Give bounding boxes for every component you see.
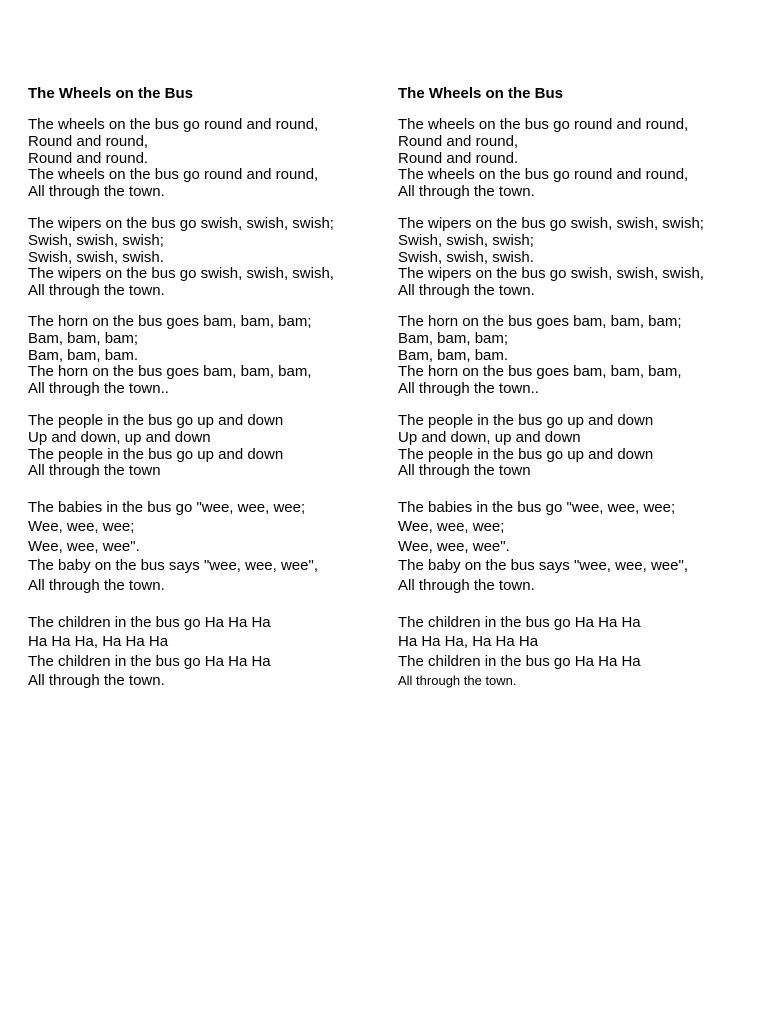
verse-line: Wee, wee, wee". xyxy=(398,537,510,555)
song-title: The Wheels on the Bus xyxy=(28,85,194,102)
verse-line: Round and round. xyxy=(398,149,519,167)
verse-line: All through the town. xyxy=(28,183,165,201)
verse-line: Swish, swish, swish. xyxy=(398,248,534,266)
verse-people xyxy=(398,413,653,480)
verse-wheels xyxy=(398,117,688,201)
verse-line: The wipers on the bus go swish, swish, swish; xyxy=(398,215,704,232)
verse-children xyxy=(398,613,641,691)
verse-babies xyxy=(398,498,688,595)
verse-line: All through the town. xyxy=(28,576,165,594)
verse-line: The people in the bus go up and down xyxy=(28,412,284,429)
verse-line: The horn on the bus goes bam, bam, bam; xyxy=(28,313,312,330)
verse-line: The baby on the bus says "wee, wee, wee", xyxy=(28,557,318,575)
verse-line: Wee, wee, wee; xyxy=(398,518,505,536)
song-title: The Wheels on the Bus xyxy=(398,85,564,102)
verse-line: The people in the bus go up and down xyxy=(398,412,654,429)
verse-people xyxy=(28,413,283,480)
verse-line: The wheels on the bus go round and round, xyxy=(398,116,689,133)
verse-babies xyxy=(28,498,318,595)
verse-line: The horn on the bus goes bam, bam, bam, xyxy=(28,363,312,381)
verse-line: Swish, swish, swish; xyxy=(398,231,534,249)
verse-horn xyxy=(398,314,682,398)
verse-line: All through the town xyxy=(28,462,161,480)
verse-line: Up and down, up and down xyxy=(398,428,581,446)
verse-line: Round and round, xyxy=(28,132,149,150)
verse-line: Up and down, up and down xyxy=(28,428,211,446)
verse-line: The babies in the bus go "wee, wee, wee; xyxy=(398,499,676,516)
verse-line: The children in the bus go Ha Ha Ha xyxy=(398,652,641,670)
verse-wipers xyxy=(28,216,334,300)
verse-line: Swish, swish, swish. xyxy=(28,248,164,266)
verse-line: The horn on the bus goes bam, bam, bam; xyxy=(398,313,682,330)
verse-line: All through the town xyxy=(398,462,531,480)
verse-line: Bam, bam, bam. xyxy=(28,346,139,364)
verse-line: Wee, wee, wee". xyxy=(28,537,140,555)
verse-line: The wheels on the bus go round and round, xyxy=(398,166,689,184)
verse-horn xyxy=(28,314,312,398)
verse-line: Bam, bam, bam; xyxy=(28,329,139,347)
verse-line: The people in the bus go up and down xyxy=(398,445,654,463)
verse-line: All through the town. xyxy=(28,672,165,690)
verse-line: All through the town.. xyxy=(28,380,169,398)
verse-line: All through the town. xyxy=(398,183,535,201)
verse-line: Bam, bam, bam; xyxy=(398,329,509,347)
verse-line: Bam, bam, bam. xyxy=(398,346,509,364)
verse-line: Ha Ha Ha, Ha Ha Ha xyxy=(398,633,539,651)
verse-line: All through the town.. xyxy=(398,380,539,398)
verse-line: Swish, swish, swish; xyxy=(28,231,164,249)
verse-line: The babies in the bus go "wee, wee, wee; xyxy=(28,499,306,516)
verse-wheels xyxy=(28,117,318,201)
verse-line: The baby on the bus says "wee, wee, wee", xyxy=(398,557,688,575)
verse-line: Ha Ha Ha, Ha Ha Ha xyxy=(28,633,169,651)
verse-line: All through the town. xyxy=(398,576,535,594)
verse-line: All through the town. xyxy=(398,673,517,689)
verse-line: The wipers on the bus go swish, swish, swish, xyxy=(398,265,704,283)
verse-line: The wheels on the bus go round and round, xyxy=(28,166,319,184)
verse-line: Wee, wee, wee; xyxy=(28,518,135,536)
verse-line: The children in the bus go Ha Ha Ha xyxy=(28,614,271,631)
verse-wipers xyxy=(398,216,704,300)
verse-line: Round and round. xyxy=(28,149,149,167)
verse-line: The wipers on the bus go swish, swish, swish; xyxy=(28,215,334,232)
verse-line: The horn on the bus goes bam, bam, bam, xyxy=(398,363,682,381)
verse-children xyxy=(28,613,271,691)
verse-line: Round and round, xyxy=(398,132,519,150)
verse-line: All through the town. xyxy=(28,282,165,300)
verse-line: The wipers on the bus go swish, swish, swish, xyxy=(28,265,334,283)
verse-line: All through the town. xyxy=(398,282,535,300)
verse-line: The children in the bus go Ha Ha Ha xyxy=(398,614,641,631)
verse-line: The children in the bus go Ha Ha Ha xyxy=(28,652,271,670)
verse-line: The people in the bus go up and down xyxy=(28,445,284,463)
verse-line: The wheels on the bus go round and round, xyxy=(28,116,319,133)
